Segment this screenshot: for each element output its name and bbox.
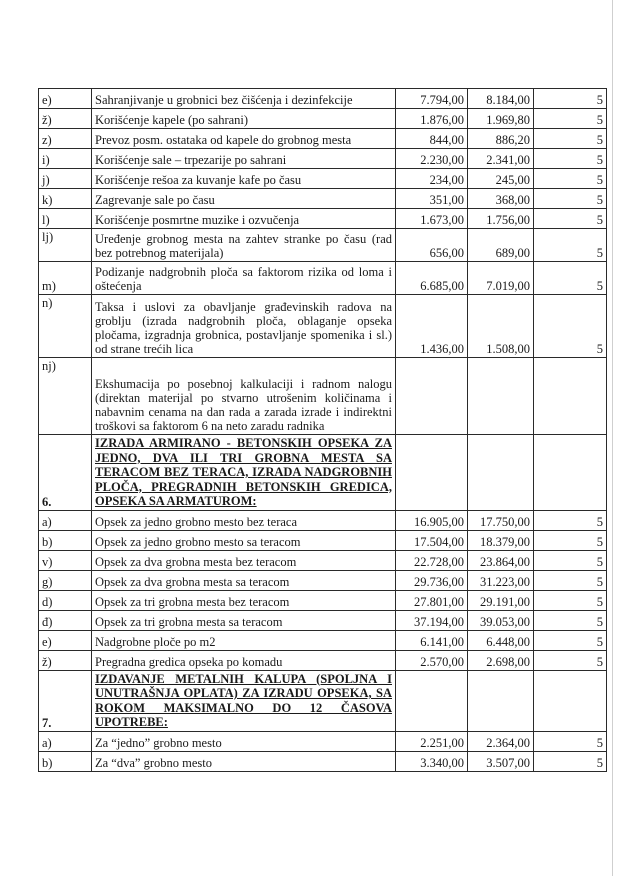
row-price-1: 234,00 [396,169,468,189]
row-code: z) [39,129,92,149]
row-price-2: 886,20 [468,129,534,149]
row-description: Ekshumacija po posebnoj kalkulaciji i radnom nalogu (direktan materijal po stvarno utrošenim količinama i nabavnim cenama na dan rada a zarada izrade i indirektni troškovi sa faktorom 6 na neto zaradu radnika [92,358,396,435]
row-price-1: 656,00 [396,229,468,262]
row-price-2: 8.184,00 [468,89,534,109]
row-code: n) [39,295,92,358]
row-price-2: 18.379,00 [468,530,534,550]
row-description: Sahranjivanje u grobnici bez čišćenja i dezinfekcije [92,89,396,109]
row-code: e) [39,630,92,650]
row-price-2: 23.864,00 [468,550,534,570]
row-price-2: 368,00 [468,189,534,209]
row-tax: 5 [534,109,607,129]
table-row [39,262,607,295]
table-row [39,510,607,530]
empty-cell [468,435,534,511]
row-tax: 5 [534,510,607,530]
row-price-1: 6.141,00 [396,630,468,650]
row-price-1: 1.876,00 [396,109,468,129]
row-tax: 5 [534,751,607,771]
row-description: Za “dva” grobno mesto [92,751,396,771]
row-code: lj) [39,229,92,262]
row-code: k) [39,189,92,209]
row-code: a) [39,731,92,751]
row-description: Opsek za jedno grobno mesto sa teracom [92,530,396,550]
row-price-2: 1.756,00 [468,209,534,229]
row-description: Zagrevanje sale po času [92,189,396,209]
table-row [39,630,607,650]
table-row [39,229,607,262]
row-price-1: 3.340,00 [396,751,468,771]
row-code: d) [39,590,92,610]
table-row [39,610,607,630]
row-tax: 5 [534,610,607,630]
row-tax [534,358,607,435]
row-price-1 [396,358,468,435]
row-price-1: 6.685,00 [396,262,468,295]
empty-cell [468,670,534,731]
page-edge [612,0,613,876]
table-row [39,570,607,590]
table-row [39,209,607,229]
table-row [39,149,607,169]
row-tax: 5 [534,189,607,209]
row-description: Korišćenje rešoa za kuvanje kafe po času [92,169,396,189]
table-row [39,650,607,670]
row-description: Korišćenje kapele (po sahrani) [92,109,396,129]
table-row [39,530,607,550]
row-price-1: 27.801,00 [396,590,468,610]
row-description: Uređenje grobnog mesta na zahtev stranke po času (rad bez potrebnog materijala) [92,229,396,262]
row-tax: 5 [534,590,607,610]
row-code: i) [39,149,92,169]
row-price-2: 39.053,00 [468,610,534,630]
row-tax: 5 [534,262,607,295]
row-price-1: 2.230,00 [396,149,468,169]
row-price-1: 1.436,00 [396,295,468,358]
row-description: Pregradna gredica opseka po komadu [92,650,396,670]
row-price-2 [468,358,534,435]
table-row [39,129,607,149]
row-price-1: 7.794,00 [396,89,468,109]
row-price-1: 22.728,00 [396,550,468,570]
row-price-2: 31.223,00 [468,570,534,590]
table-row [39,550,607,570]
row-tax: 5 [534,550,607,570]
row-price-2: 7.019,00 [468,262,534,295]
row-price-2: 17.750,00 [468,510,534,530]
table-row [39,89,607,109]
row-price-2: 6.448,00 [468,630,534,650]
table-row [39,189,607,209]
row-tax: 5 [534,731,607,751]
row-price-2: 245,00 [468,169,534,189]
section-title: IZDAVANJE METALNIH KALUPA (SPOLJNA I UNUTRAŠNJA OPLATA) ZA IZRADU OPSEKA, SA ROKOM MAKSIMALNO DO 12 ČASOVA UPOTREBE: [92,670,396,731]
row-price-2: 2.364,00 [468,731,534,751]
row-tax: 5 [534,209,607,229]
table-row [39,295,607,358]
row-price-2: 3.507,00 [468,751,534,771]
row-tax: 5 [534,570,607,590]
empty-cell [534,435,607,511]
section-header-row [39,435,607,511]
row-price-2: 1.969,80 [468,109,534,129]
row-tax: 5 [534,650,607,670]
section-number: 6. [39,435,92,511]
row-price-1: 17.504,00 [396,530,468,550]
row-tax: 5 [534,530,607,550]
row-tax: 5 [534,169,607,189]
price-table [38,88,607,772]
row-description: Korišćenje sale – trpezarije po sahrani [92,149,396,169]
row-price-1: 844,00 [396,129,468,149]
row-tax: 5 [534,89,607,109]
row-price-2: 689,00 [468,229,534,262]
row-code: l) [39,209,92,229]
row-code: đ) [39,610,92,630]
row-description: Nadgrobne ploče po m2 [92,630,396,650]
row-tax: 5 [534,129,607,149]
empty-cell [396,435,468,511]
row-price-1: 1.673,00 [396,209,468,229]
row-description: Korišćenje posmrtne muzike i ozvučenja [92,209,396,229]
row-code: e) [39,89,92,109]
row-price-1: 37.194,00 [396,610,468,630]
row-description: Taksa i uslovi za obavljanje građevinskih radova na groblju (izrada nadgrobnih ploča, oblaganje opseka pločama, izgradnja grobnica, postavljanje spomenika i sl.) od strane trećih lica [92,295,396,358]
table-row [39,169,607,189]
section-title: IZRADA ARMIRANO - BETONSKIH OPSEKA ZA JEDNO, DVA ILI TRI GROBNA MESTA SA TERACOM BEZ TERACA, IZRADA NADGROBNIH PLOČA, PREGRADNIH BETONSKIH GREDICA, OPSEKA SA ARMATUROM: [92,435,396,511]
row-code: nj) [39,358,92,435]
row-tax: 5 [534,149,607,169]
empty-cell [534,670,607,731]
row-description: Podizanje nadgrobnih ploča sa faktorom rizika od loma i oštećenja [92,262,396,295]
table-row [39,751,607,771]
row-code: g) [39,570,92,590]
row-code: ž) [39,650,92,670]
row-code: b) [39,751,92,771]
row-price-1: 351,00 [396,189,468,209]
row-price-2: 2.341,00 [468,149,534,169]
row-tax: 5 [534,630,607,650]
table-row [39,109,607,129]
table-row [39,731,607,751]
row-code: v) [39,550,92,570]
row-description: Opsek za dva grobna mesta sa teracom [92,570,396,590]
row-price-2: 1.508,00 [468,295,534,358]
section-header-row [39,670,607,731]
row-price-2: 29.191,00 [468,590,534,610]
row-price-1: 29.736,00 [396,570,468,590]
row-description: Za “jedno” grobno mesto [92,731,396,751]
row-description: Opsek za dva grobna mesta bez teracom [92,550,396,570]
row-description: Opsek za tri grobna mesta bez teracom [92,590,396,610]
row-code: b) [39,530,92,550]
row-description: Opsek za tri grobna mesta sa teracom [92,610,396,630]
empty-cell [396,670,468,731]
row-code: m) [39,262,92,295]
row-tax: 5 [534,229,607,262]
table-row [39,590,607,610]
row-price-1: 16.905,00 [396,510,468,530]
row-tax: 5 [534,295,607,358]
row-code: ž) [39,109,92,129]
row-price-2: 2.698,00 [468,650,534,670]
row-code: a) [39,510,92,530]
section-number: 7. [39,670,92,731]
row-code: j) [39,169,92,189]
row-description: Prevoz posm. ostataka od kapele do grobnog mesta [92,129,396,149]
row-price-1: 2.251,00 [396,731,468,751]
table-row [39,358,607,435]
row-price-1: 2.570,00 [396,650,468,670]
row-description: Opsek za jedno grobno mesto bez teraca [92,510,396,530]
